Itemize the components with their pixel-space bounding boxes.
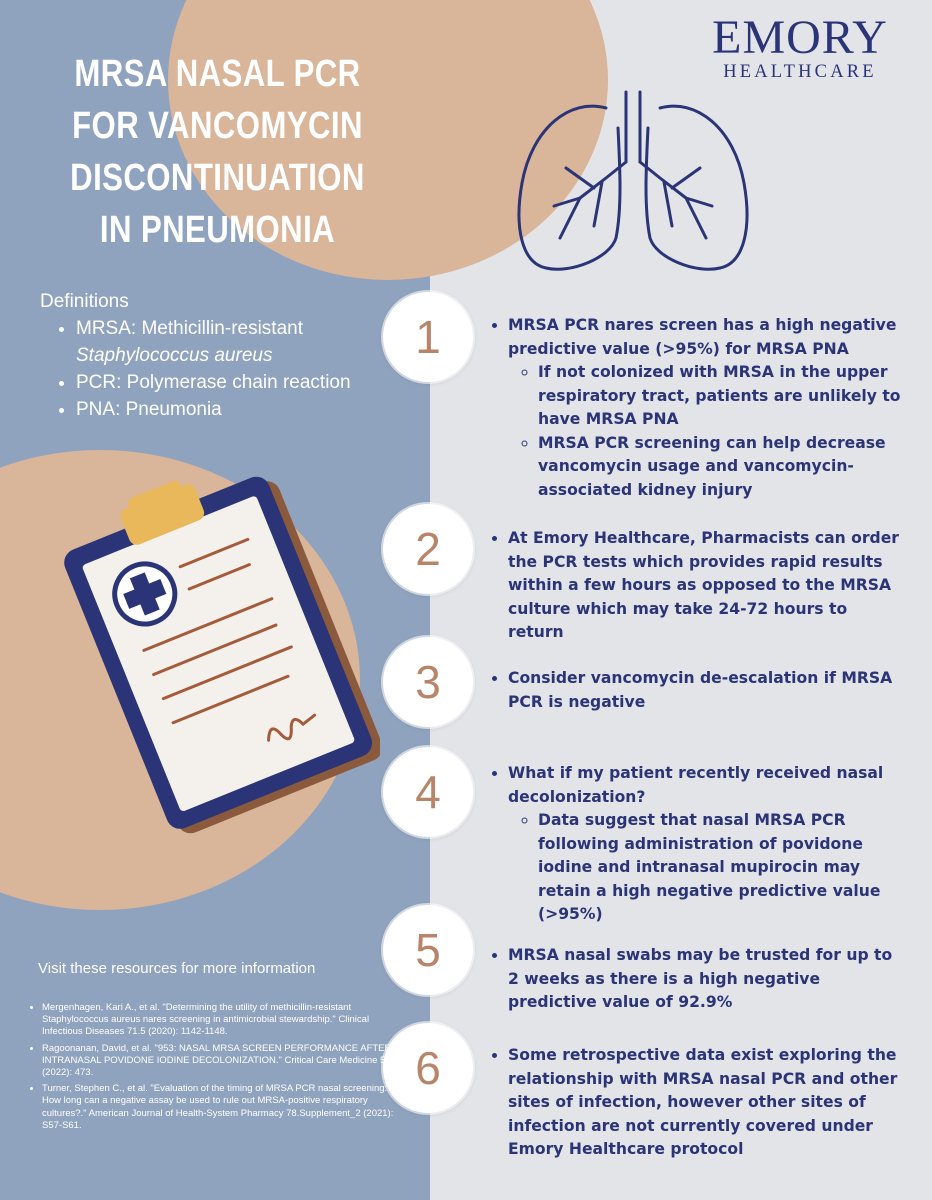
step-3-text: • Consider vancomycin de-escalation if MRSA PCR is negative [508, 667, 906, 714]
definition-item: • PCR: Polymerase chain reaction [76, 369, 351, 396]
step-5-text: • MRSA nasal swabs may be trusted for up to 2 weeks as there is a high negative predictive value of 92.9% [508, 944, 906, 1015]
definitions-heading: Definitions [40, 291, 129, 312]
logo-sub: HEALTHCARE [723, 62, 877, 82]
step-2-content [486, 527, 906, 645]
reference-item: • Turner, Stephen C., et al. "Evaluation of the timing of MRSA PCR nasal screening: How long can a negative assay be used to rule out MRSA-positive respiratory cultures?." American Journal of Health-System Pharmacy 78.Supplement_2 (2021): S57-S61. [42, 1083, 402, 1132]
step-1-content [486, 314, 906, 502]
step-number-1: 1 [383, 292, 473, 382]
step-1-subpoint: ◦ If not colonized with MRSA in the upper respiratory tract, patients are unlikely to have MRSA PNA [538, 361, 906, 432]
step-4-content [486, 762, 906, 927]
emory-logo [680, 12, 920, 83]
step-3-content [486, 667, 906, 714]
step-5-content [486, 944, 906, 1015]
clipboard-icon [60, 462, 380, 842]
step-number-6: 6 [383, 1023, 473, 1113]
step-number-4: 4 [383, 747, 473, 837]
reference-item: • Mergenhagen, Kari A., et al. "Determining the utility of methicillin-resistant Staphylococcus aureus nares screening in antimicrobial stewardship." Clinical Infectious Diseases 71.5 (2020): 1142-1148. [42, 1002, 402, 1039]
reference-item: • Ragoonanan, David, et al. "953: NASAL MRSA SCREEN PERFORMANCE AFTER INTRANASAL POVIDONE IODINE DECOLONIZATION." Critical Care Medicine 50.1 (2022): 473. [42, 1043, 402, 1080]
step-number-5: 5 [383, 905, 473, 995]
resources-title: Visit these resources for more information [38, 960, 316, 977]
step-1-text: • MRSA PCR nares screen has a high negative predictive value (>95%) for MRSA PNA ◦ If not colonized with MRSA in the upper respiratory tract, patients are unlikely to have MRSA PNA ◦ MRSA PCR screening can help decrease vancomycin usage and vancomycin-associated kidney injury [508, 314, 906, 502]
step-6-content [486, 1044, 906, 1162]
definitions [40, 288, 351, 423]
step-4-subpoint: ◦ Data suggest that nasal MRSA PCR following administration of povidone iodine and intranasal mupirocin may retain a high negative predictive value (>95%) [538, 809, 906, 927]
page-title: MRSA NASAL PCR FOR VANCOMYCIN DISCONTINUATION IN PNEUMONIA [70, 53, 365, 251]
step-4-text: • What if my patient recently received nasal decolonization? ◦ Data suggest that nasal MRSA PCR following administration of povidone iodine and intranasal mupirocin may retain a high negative predictive value (>95%) [508, 762, 906, 927]
step-number-3: 3 [383, 637, 473, 727]
definition-item: • MRSA: Methicillin-resistant Staphylococcus aureus [76, 315, 351, 369]
step-2-text: • At Emory Healthcare, Pharmacists can order the PCR tests which provides rapid results within a few hours as opposed to the MRSA culture which may take 24-72 hours to return [508, 527, 906, 645]
step-6-text: • Some retrospective data exist exploring the relationship with MRSA nasal PCR and other sites of infection, however other sites of infection are not currently covered under Emory Healthcare protocol [508, 1044, 906, 1162]
step-number-2: 2 [383, 504, 473, 594]
logo-main: EMORY [712, 11, 888, 64]
reference-list [20, 1002, 402, 1136]
lungs-icon [510, 88, 755, 278]
step-1-subpoint: ◦ MRSA PCR screening can help decrease vancomycin usage and vancomycin-associated kidney injury [538, 432, 906, 503]
definition-item: • PNA: Pneumonia [76, 396, 351, 423]
